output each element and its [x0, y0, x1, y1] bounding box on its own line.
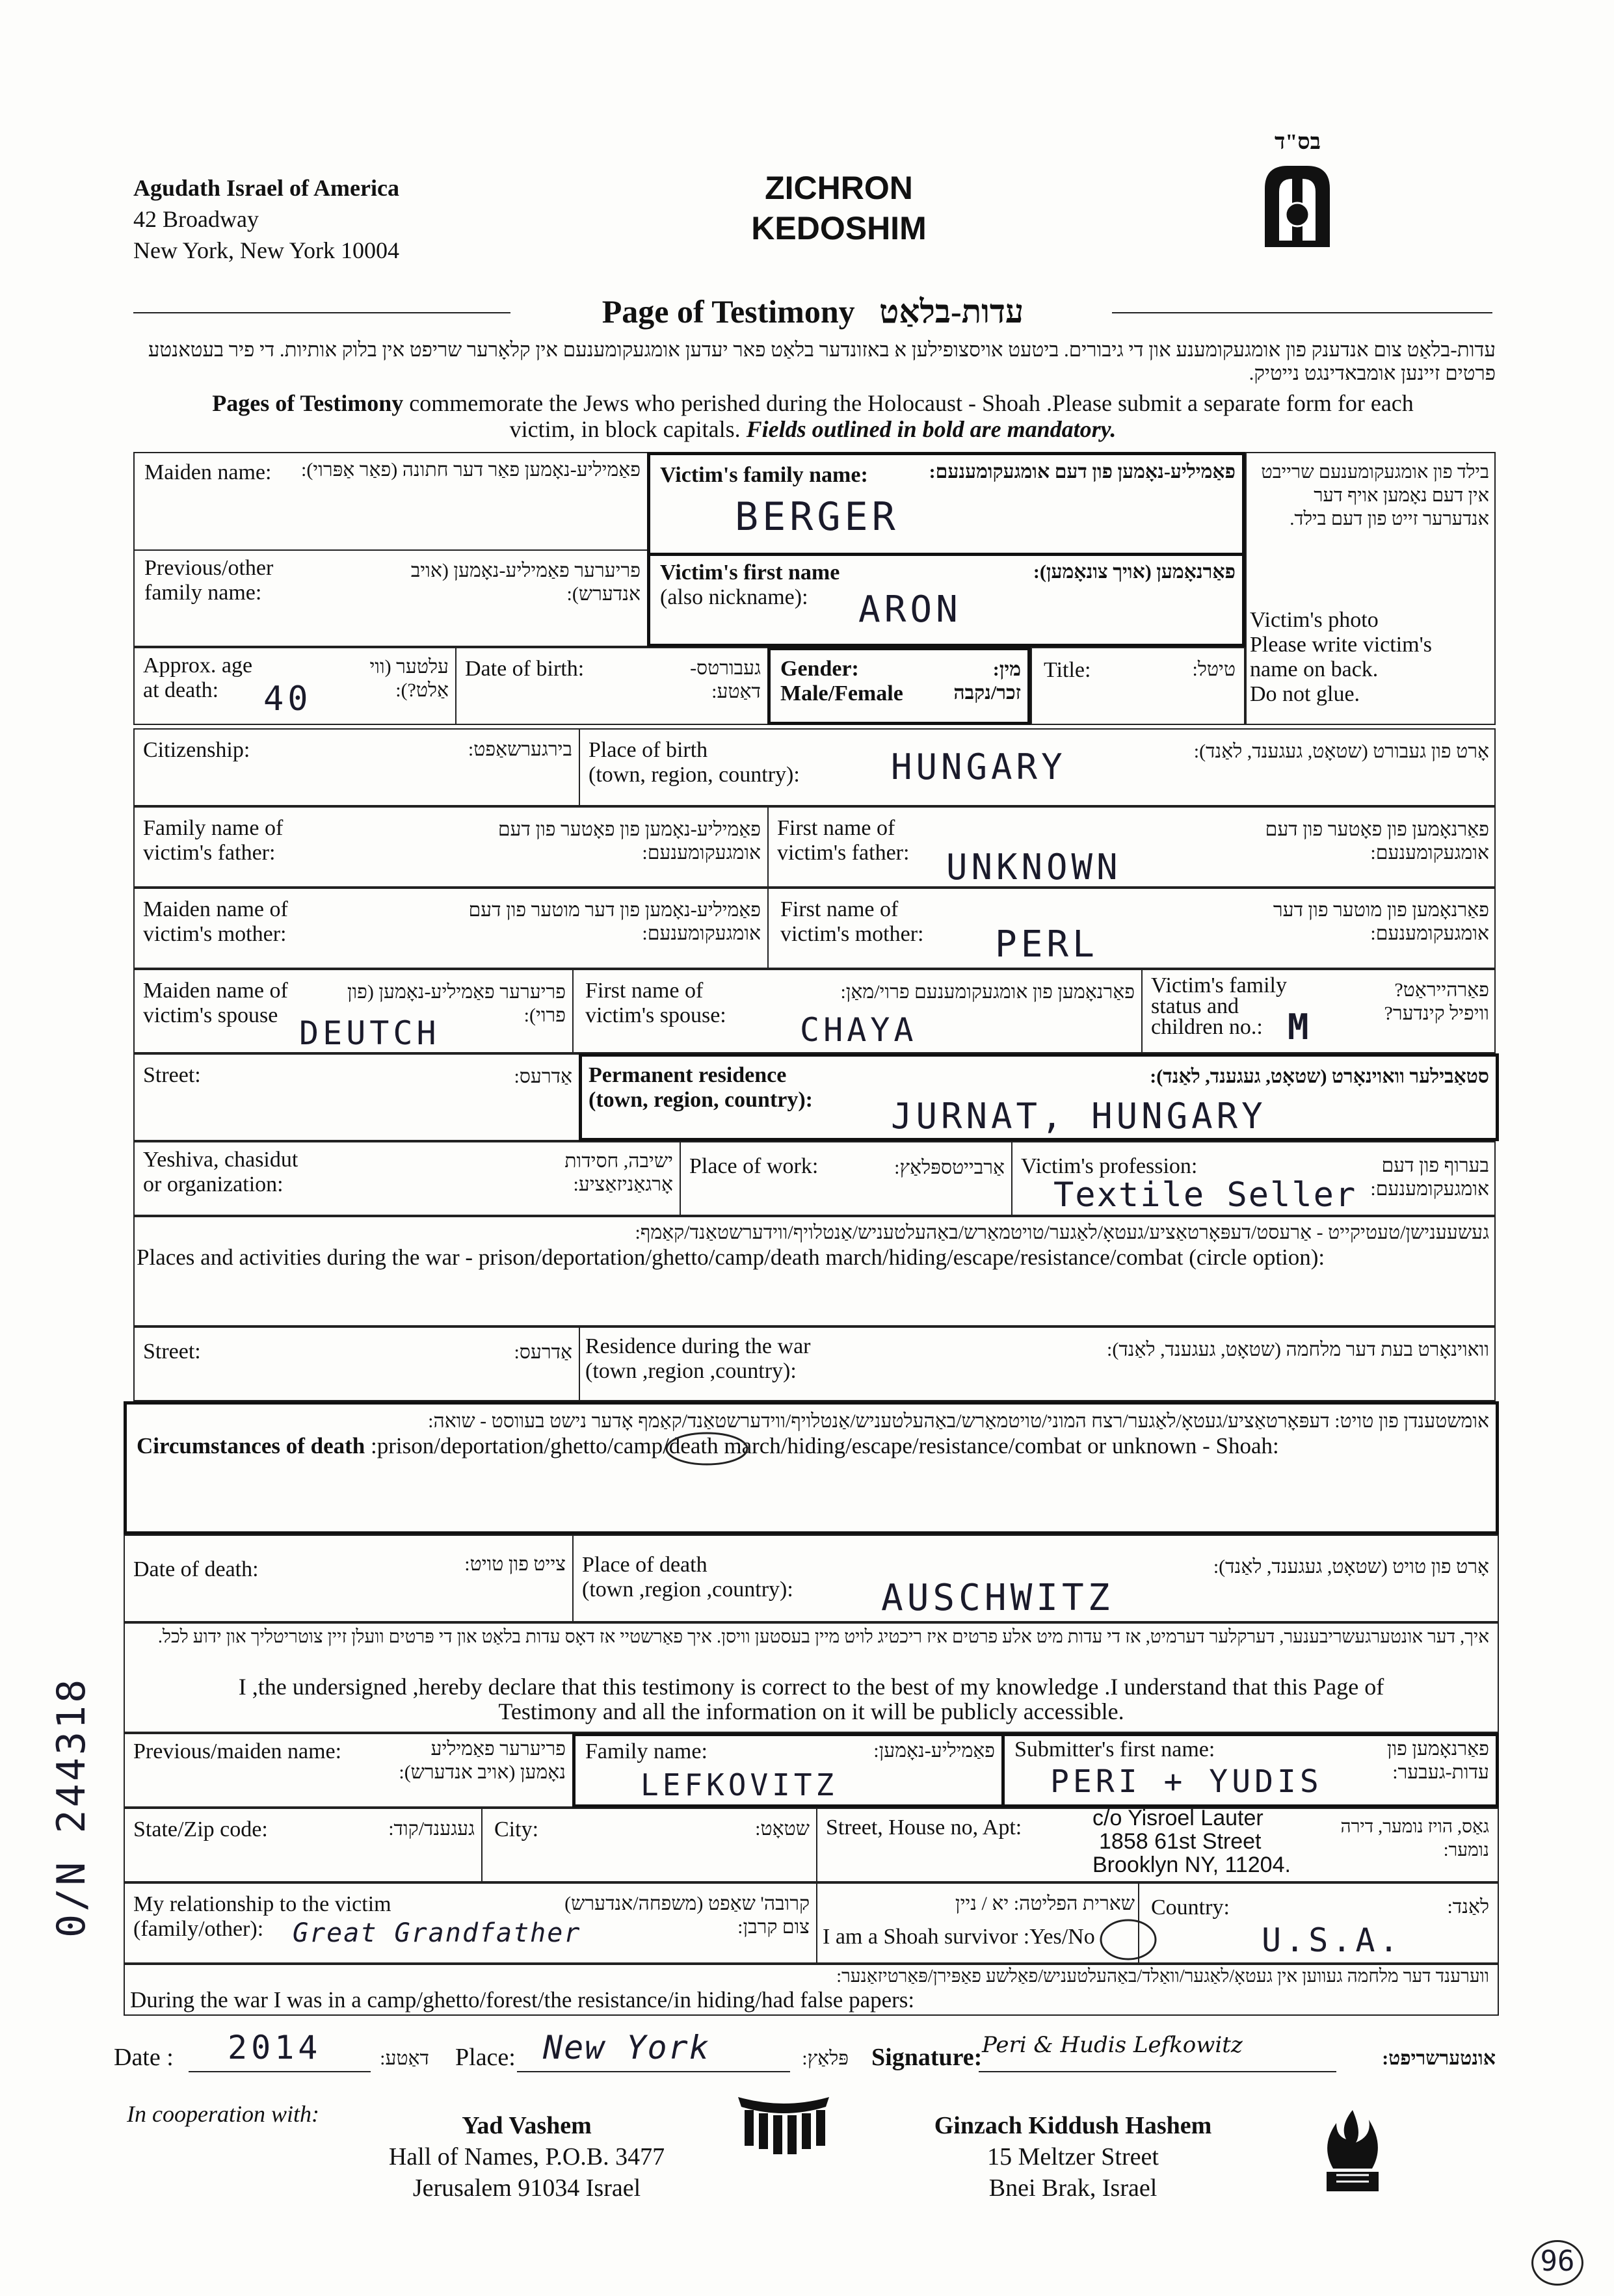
survivor-heb: שארית הפליטה: יא / ניין: [955, 1893, 1135, 1914]
mother-first-label: First name of victim's mother:: [780, 897, 924, 946]
submitter-first-label: Submitter's first name:: [1014, 1737, 1215, 1762]
work-place-heb: אַרבייטספּלאַץ:: [894, 1157, 1005, 1178]
submitter-street-heb: גאַס, הויז נומער, דירה נומער:: [1340, 1817, 1489, 1860]
submitter-family-heb: פאַמיליע-נאָמען:: [873, 1740, 995, 1762]
mother-first-heb: פאַרנאָמען פון מוטער פון דער אומגעקומענעם:: [1273, 899, 1489, 944]
relationship-label: My relationship to the victim (family/other):: [133, 1892, 391, 1941]
maiden-name-label: Maiden name:: [144, 460, 272, 484]
father-first-heb: פאַרנאָמען פון פאָטער פון דעם אומגעקומענעם:: [1265, 819, 1489, 864]
work-place-label: Place of work:: [689, 1154, 819, 1178]
city-heb: שטאָט:: [755, 1818, 810, 1840]
age-value: 40: [263, 680, 312, 719]
side-number: 0/N 244318: [49, 1676, 94, 1938]
ginzach-logo-icon: [1317, 2107, 1388, 2198]
signature-heb: אונטערשריפט:: [1382, 2048, 1496, 2069]
perm-res-heb: סטאַבילער וואוינאָרט (שטאָט, געגענד, לאַנד):: [1150, 1066, 1489, 1087]
camp-heb: ווערענד דער מלחמה געווען אין געטאָ/לאַגער/וואַלד/באַהעלטעניש/פאַלשע פאַפּירן/פּאַרטיזאַנער:: [836, 1966, 1489, 1986]
city-label: City:: [494, 1817, 539, 1841]
gender-label: Gender: Male/Female: [780, 657, 903, 706]
family-name-heb: פאַמיליע-נאָמען פון דעם אומגעקומענעם:: [929, 461, 1236, 482]
mother-maiden-heb: פאַמיליע-נאָמען פון דער מוטער פון דעם אומגעקומענעם:: [468, 899, 761, 944]
place-birth-label: Place of birth (town, region, country):: [589, 738, 800, 787]
date-of-death-heb: צייט פון טויט:: [464, 1553, 566, 1575]
war-street-heb: אַדרעס:: [514, 1341, 572, 1363]
citizenship-heb: בירגערשאַפט:: [468, 739, 572, 760]
profession-heb: בערוף פון דעם אומגעקומענעם:: [1370, 1155, 1489, 1200]
street-heb: אַדרעס:: [514, 1066, 572, 1087]
submitter-family-value: LEFKOVITZ: [641, 1767, 838, 1802]
page-title: Page of Testimony עדות-בלאַט: [602, 293, 1024, 330]
bsd-mark: בס"ד: [1275, 130, 1321, 154]
page-number: 96: [1540, 2245, 1575, 2278]
yeshiva-heb: ישיבה, חסידות אָרגאַניזאַציע:: [564, 1150, 673, 1195]
camp-circle-icon: [663, 1429, 751, 1468]
prev-family-heb: פריערער פאַמיליע-נאָמען (אויב אנדערש):: [410, 560, 641, 605]
father-first-value: UNKNOWN: [946, 847, 1122, 888]
date-heb: דאַטע:: [380, 2048, 429, 2069]
mother-first-value: PERL: [995, 923, 1098, 966]
intro-english: Pages of Testimony commemorate the Jews who perished during the Holocaust - Shoah .Please submit a separate form for each victim, in block capitals. Fields outlined in bold are mandatory.: [212, 390, 1414, 442]
spouse-maiden-heb: פריערער פאַמיליע-נאָמען (פון פרוי):: [347, 981, 566, 1026]
submitter-family-label: Family name:: [585, 1739, 708, 1763]
perm-res-label: Permanent residence (town, region, country):: [589, 1063, 813, 1112]
family-name-value: BERGER: [735, 494, 899, 540]
place-value: New York: [543, 2029, 710, 2066]
submitter-street-label: Street, House no, Apt:: [826, 1815, 1022, 1840]
place-label: Place:: [455, 2044, 516, 2071]
cooperation-label: In cooperation with:: [127, 2101, 319, 2127]
ginzach-block: Ginzach Kiddush Hashem 15 Meltzer Street Bnei Brak, Israel: [934, 2112, 1212, 2202]
title-heb: טיטל:: [1192, 659, 1236, 680]
survivor-label: I am a Shoah survivor :Yes/No: [823, 1925, 1095, 1949]
place-death-value: AUSCHWITZ: [881, 1577, 1114, 1619]
submitter-prev-label: Previous/maiden name:: [133, 1739, 342, 1763]
declaration-text: I ,the undersigned ,hereby declare that this testimony is correct to the best of my knowledge .I understand that this Page of Testimony and all the information on it will be publicly accessible.: [238, 1674, 1384, 1724]
state-zip-label: State/Zip code:: [133, 1817, 268, 1841]
org-address-2: New York, New York 10004: [133, 237, 400, 263]
date-of-death-label: Date of death:: [133, 1557, 259, 1581]
title-label: Title:: [1044, 658, 1091, 682]
perm-res-value: JURNAT, HUNGARY: [891, 1096, 1267, 1137]
submitter-street-value: c/o Yisroel Lauter 1858 61st Street Brooklyn NY, 11204.: [1092, 1806, 1291, 1877]
declaration-heb: איך, דער אונטערגעשריבענער, דערקלער דערמיט, אז די עדות מיט אלע פרטים איז ריכטיג לויט מיין בעסטען וויסן. איך פאַרשטיי אז דאָס עדות בלאַט און די פּרטים וועלן זיין צוטריטליך און ידוע לכל.: [157, 1627, 1489, 1647]
profession-label: Victim's profession:: [1021, 1154, 1198, 1178]
place-heb: פּלאַץ:: [802, 2048, 849, 2069]
spouse-first-value: CHAYA: [800, 1011, 918, 1049]
circumstances-label: Circumstances of death :prison/deportation/ghetto/camp/death march/hiding/escape/resistance/combat or unknown - Shoah:: [137, 1433, 1279, 1458]
title-kedoshim: KEDOSHIM: [751, 210, 927, 246]
profession-value: Textile Seller: [1053, 1176, 1357, 1215]
date-label: Date :: [114, 2044, 174, 2071]
org-address-1: 42 Broadway: [133, 206, 259, 232]
intro-hebrew: עדות-בלאַט צום אנדענק פון אומגעקומענע און די גיבורים. ביטעט אויסצופילען א באזונדער בלאַט פאר יעדען אומגעקומענעם אין קלאָרער שריפט אין בלוק אותיות. די פיר בעטאנטע פרטים זיינען אומבאדינגט נייטיק.: [148, 338, 1496, 384]
dob-label: Date of birth:: [465, 657, 585, 681]
title-zichron: ZICHRON: [765, 170, 913, 206]
spouse-first-label: First name of victim's spouse:: [585, 979, 726, 1027]
torah-logo-icon: [1258, 163, 1336, 254]
family-status-label: Victim's family status and children no.:: [1151, 973, 1287, 1039]
submitter-prev-heb: פריערער פאַמיליע נאָמען (אויב אנדערש):: [399, 1738, 566, 1783]
yeshiva-label: Yeshiva, chasidut or organization:: [143, 1148, 298, 1196]
first-name-label: Victim's first name (also nickname):: [660, 561, 840, 609]
father-family-label: Family name of victim's father:: [143, 816, 284, 865]
gender-heb: מין: זכר/נקבה: [953, 659, 1021, 704]
submitter-first-heb: פאַרנאָמען פון עדות-געבער:: [1386, 1738, 1489, 1783]
spouse-maiden-label: Maiden name of victim's spouse: [143, 979, 288, 1027]
family-status-value: M: [1288, 1007, 1313, 1048]
country-value: U.S.A.: [1262, 1921, 1403, 1959]
circumstances-heb: אומשטענדן פון טויט: דעפּאָרטאַציע/געטאָ/לאַגער/רצח המוני/טויטמאַרש/באַהעלטעניש/אַנטלויף/ווידערשטאַנד/קאַמף אָדער נישט בעווסט - שואה:: [428, 1410, 1489, 1432]
war-activities-label: Places and activities during the war - prison/deportation/ghetto/camp/death march/hiding/escape/resistance/combat (circle option):: [137, 1245, 1325, 1270]
family-status-heb: פאַרהייראַט? וויפיל קינדער?: [1384, 979, 1489, 1024]
father-first-label: First name of victim's father:: [777, 816, 910, 865]
state-zip-heb: געגענד/קוד:: [388, 1818, 475, 1840]
war-activities-heb: געשעענישן/טעטיקייט - אַרעסט/דעפּאָרטאַציע/געטאָ/לאַגער/טויטמאַרש/באַהעלטעניש/אַנטלויף/ווידערשטאַנד/קאַמף:: [635, 1222, 1489, 1243]
yad-vashem-block: Yad Vashem Hall of Names, P.O.B. 3477 Jerusalem 91034 Israel: [388, 2112, 665, 2202]
age-label: Approx. age at death:: [143, 653, 253, 702]
first-name-heb: פאַרנאָמען (אויך צונאָמען):: [1033, 561, 1236, 583]
street-label: Street:: [143, 1063, 201, 1087]
country-label: Country:: [1151, 1895, 1230, 1920]
war-residence-heb: וואוינאָרט בעת דער מלחמה (שטאָט, געגענד, לאַנד):: [1107, 1339, 1489, 1360]
signature-label: Signature:: [871, 2044, 983, 2071]
age-heb: עלטער (ווי אַלט?):: [369, 656, 449, 701]
father-family-heb: פאַמיליע-נאָמען פון פאָטער פון דעם אומגעקומענעם:: [497, 819, 761, 864]
photo-instructions: Victim's photo Please write victim's name on back. Do not glue.: [1250, 608, 1432, 706]
yad-vashem-logo-icon: [735, 2091, 832, 2162]
spouse-maiden-value: DEUTCH: [299, 1014, 440, 1052]
submitter-first-value: PERI + YUDIS: [1050, 1763, 1323, 1800]
place-death-label: Place of death (town ,region ,country):: [582, 1553, 793, 1602]
relationship-heb: קרובה' שאַפט (משפחה/אנדערש) צום קרבן:: [564, 1893, 810, 1938]
signature-value: Peri & Hudis Lefkowitz: [982, 2032, 1243, 2058]
org-name: Agudath Israel of America: [133, 175, 399, 201]
prev-family-label: Previous/other family name:: [144, 556, 274, 605]
place-death-heb: אָרט פון טויט (שטאָט, געגענד, לאַנד):: [1213, 1556, 1489, 1577]
camp-label: During the war I was in a camp/ghetto/forest/the resistance/in hiding/had false papers:: [130, 1987, 915, 2012]
maiden-name-heb: פאַמיליע-נאָמען פאַר דער חתונה (פאַר אַפּרוי):: [300, 459, 641, 481]
place-birth-value: HUNGARY: [891, 746, 1066, 787]
war-residence-label: Residence during the war (town ,region ,country):: [585, 1334, 811, 1383]
family-name-label: Victim's family name:: [660, 463, 868, 487]
spouse-first-heb: פאַרנאָמען פון אומגעקומענעם פרוי/מאַן:: [840, 981, 1135, 1003]
no-circle-icon: [1096, 1915, 1161, 1964]
date-value: 2014: [228, 2029, 322, 2066]
country-heb: לאַנד:: [1447, 1896, 1489, 1918]
first-name-value: ARON: [858, 588, 962, 631]
relationship-value: Great Grandfather: [293, 1918, 581, 1948]
place-birth-heb: אָרט פון געבורט (שטאָט, געגענד, לאַנד):: [1193, 741, 1489, 762]
mother-maiden-label: Maiden name of victim's mother:: [143, 897, 288, 946]
dob-heb: געבורטס- דאַטע:: [690, 657, 761, 702]
citizenship-label: Citizenship:: [143, 738, 250, 762]
war-street-label: Street:: [143, 1339, 201, 1364]
photo-instructions-heb: בילד פון אומגעקומענעם שרייבט אין דעם נאָמען אויף דער אנדערער זייט פון דעם בילד.: [1261, 462, 1489, 529]
